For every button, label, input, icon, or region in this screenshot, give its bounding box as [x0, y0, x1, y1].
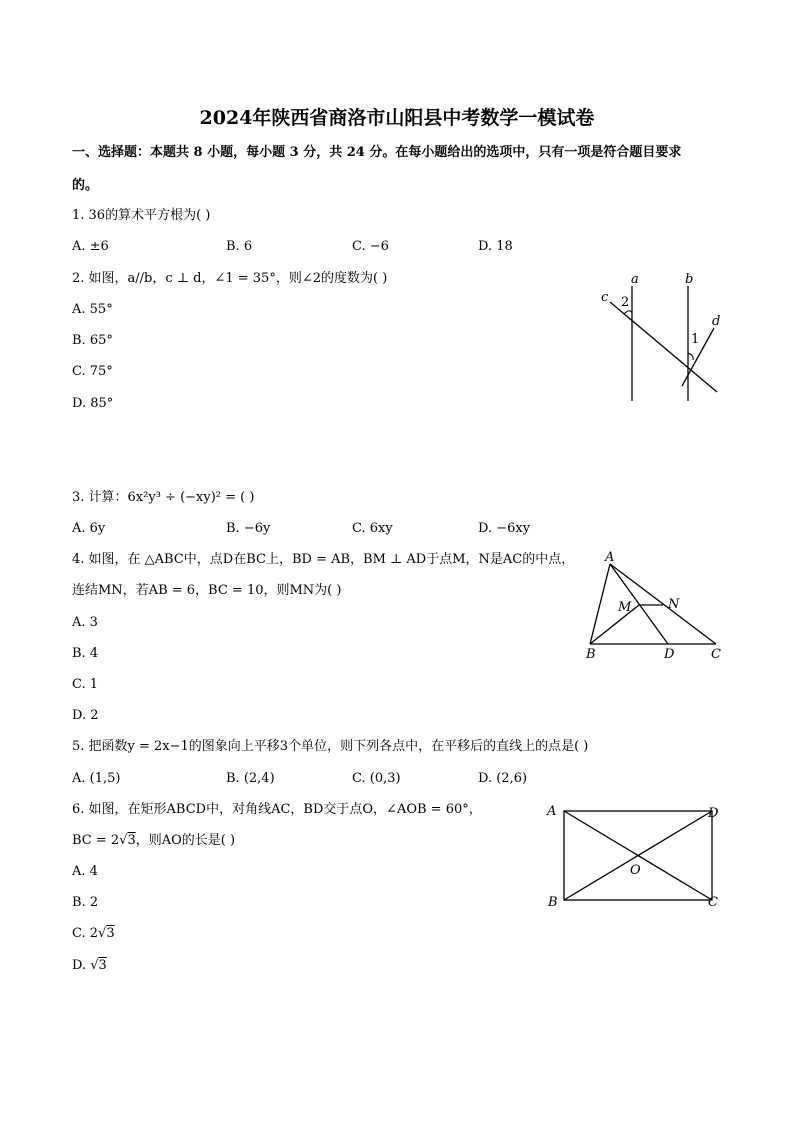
- point-d-label: D: [664, 647, 675, 662]
- vertex-c-label: C: [711, 647, 721, 662]
- angle-1-label: 1: [691, 332, 700, 347]
- question-6-option-a: A. 4: [72, 864, 98, 879]
- point-m-label: M: [618, 600, 632, 615]
- question-4-stem-line2: 连结MN，若AB = 6，BC = 10，则MN为( ): [72, 583, 342, 598]
- question-2-option-d: D. 85°: [72, 396, 114, 411]
- question-6-option-b: B. 2: [72, 895, 99, 910]
- vertex-b-label: B: [548, 895, 558, 910]
- question-4-option-d: D. 2: [72, 708, 99, 723]
- line-b-label: b: [685, 272, 694, 287]
- question-4-figure: [580, 550, 730, 665]
- question-6-figure: [542, 800, 727, 915]
- question-4-option-b: B. 4: [72, 646, 99, 661]
- question-6-option-d: [72, 957, 107, 975]
- question-2-figure: [590, 268, 730, 408]
- vertex-a-label: A: [547, 804, 557, 819]
- question-1-option-c: C. −6: [352, 239, 389, 254]
- vertex-b-label: B: [586, 647, 596, 662]
- question-3-stem: 3. 计算：6x²y³ ÷ (−xy)² = ( ): [72, 490, 255, 505]
- question-4-stem-line1: 4. 如图，在 △ABC中，点D在BC上，BD = AB，BM ⊥ AD于点M，N是AC的中点，: [72, 552, 575, 567]
- question-6-stem-line2: [72, 832, 235, 850]
- line-a-label: a: [631, 272, 639, 287]
- question-3-option-a: A. 6y: [72, 521, 106, 536]
- question-5-stem: 5. 把函数y = 2x−1的图象向上平移3个单位，则下列各点中，在平移后的直线上的点是( ): [72, 739, 589, 754]
- question-1-option-a: A. ±6: [72, 239, 109, 254]
- page-title: 2024年陕西省商洛市山阳县中考数学一模试卷: [199, 107, 595, 129]
- point-o-label: O: [630, 863, 641, 878]
- sqrt-icon: √: [90, 958, 99, 973]
- section-heading-line1: 一、选择题：本题共 8 小题，每小题 3 分，共 24 分。在每小题给出的选项中，只有一项是符合题目要求: [72, 145, 682, 160]
- question-2-option-b: B. 65°: [72, 333, 113, 348]
- question-6-stem-radicand: 3: [127, 833, 136, 848]
- line-d-label: d: [712, 314, 721, 329]
- question-1-option-b: B. 6: [226, 239, 253, 254]
- question-5-option-a: A. (1,5): [72, 771, 121, 786]
- option-d-radicand: 3: [98, 958, 107, 973]
- section-heading-line2: 的。: [72, 178, 99, 193]
- question-2-option-c: C. 75°: [72, 364, 113, 379]
- option-c-prefix: C. 2: [72, 926, 99, 941]
- vertex-d-label: D: [708, 806, 719, 821]
- sqrt-icon: √: [119, 833, 128, 848]
- vertex-a-label: A: [605, 550, 615, 565]
- question-5-option-d: D. (2,6): [478, 771, 528, 786]
- question-4-option-c: C. 1: [72, 677, 99, 692]
- vertex-c-label: C: [708, 895, 718, 910]
- question-5-option-c: C. (0,3): [352, 771, 401, 786]
- question-3-option-b: B. −6y: [226, 521, 271, 536]
- angle-2-label: 2: [621, 295, 630, 310]
- sqrt-icon: √: [98, 926, 107, 941]
- question-6-stem-ask: ，则AO的长是( ): [135, 833, 236, 848]
- option-c-radicand: 3: [106, 926, 115, 941]
- question-2-stem: 2. 如图，a//b，c ⊥ d，∠1 = 35°，则∠2的度数为( ): [72, 271, 388, 286]
- question-3-option-d: D. −6xy: [478, 521, 531, 536]
- question-6-option-c: [72, 925, 115, 943]
- line-c-label: c: [601, 290, 609, 305]
- question-4-option-a: A. 3: [72, 615, 98, 630]
- question-5-option-b: B. (2,4): [226, 771, 275, 786]
- question-6-stem-line1: 6. 如图，在矩形ABCD中，对角线AC，BD交于点O，∠AOB = 60°，: [72, 802, 482, 817]
- question-2-option-a: A. 55°: [72, 302, 113, 317]
- question-1-option-d: D. 18: [478, 239, 513, 254]
- question-6-stem-bc: BC = 2: [72, 833, 120, 848]
- option-d-prefix: D.: [72, 958, 91, 973]
- point-n-label: N: [668, 597, 680, 612]
- question-3-option-c: C. 6xy: [352, 521, 393, 536]
- question-1-stem: 1. 36的算术平方根为( ): [72, 208, 211, 223]
